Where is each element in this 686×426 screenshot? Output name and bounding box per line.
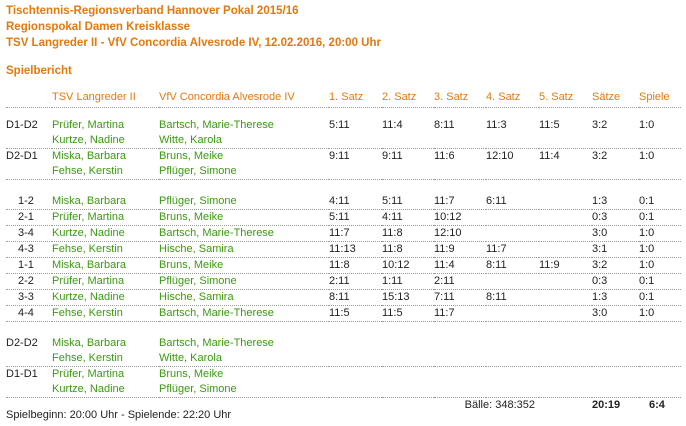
row-pos: 1-2 <box>18 195 34 207</box>
set1: 5:11 <box>329 119 350 131</box>
home-player[interactable]: Prüfer, Martina <box>52 367 159 383</box>
header-competition: Regionspokal Damen Kreisklasse <box>6 21 191 33</box>
row-pos: 2-1 <box>6 210 52 226</box>
baelle-total: Bälle: 348:352 <box>329 398 539 414</box>
away-player[interactable]: Hische, Samira <box>159 242 329 258</box>
set1: 11:5 <box>329 306 382 322</box>
home-player[interactable]: Kurtze, Nadine <box>52 226 159 242</box>
set5: 11:9 <box>539 258 592 274</box>
spiele: 1:0 <box>639 242 681 258</box>
set2: 9:11 <box>382 149 434 165</box>
spiele: 1:0 <box>639 149 681 165</box>
home-player[interactable]: Kurtze, Nadine <box>52 383 125 395</box>
col-team-home: TSV Langreder II <box>52 90 159 108</box>
set5 <box>539 306 592 322</box>
row-pos: 4-4 <box>6 306 52 322</box>
home-player[interactable]: Prüfer, Martina <box>52 210 159 226</box>
set4: 8:11 <box>486 290 539 306</box>
table-row <box>6 290 681 306</box>
home-player[interactable]: Fehse, Kerstin <box>52 352 123 364</box>
table-row <box>6 367 681 383</box>
row-pos: 1-1 <box>6 258 52 274</box>
set3: 11:6 <box>434 149 486 165</box>
row-pos: D2-D2 <box>6 337 38 349</box>
saetze: 3:2 <box>592 149 639 165</box>
header-match: TSV Langreder II - VfV Concordia Alvesrode IV, 12.02.2016, 20:00 Uhr <box>6 37 381 49</box>
set4: 12:10 <box>486 149 539 165</box>
away-player[interactable]: Witte, Karola <box>159 134 222 146</box>
set5 <box>539 194 592 210</box>
set3: 11:9 <box>434 242 486 258</box>
away-player[interactable]: Bruns, Meike <box>159 367 329 383</box>
set1: 8:11 <box>329 290 382 306</box>
away-player[interactable]: Hische, Samira <box>159 290 329 306</box>
set3: 11:7 <box>434 195 455 207</box>
table-row <box>6 336 681 351</box>
home-player[interactable]: Prüfer, Martina <box>52 119 125 131</box>
away-player[interactable]: Bruns, Meike <box>159 149 329 165</box>
set2: 15:13 <box>382 290 434 306</box>
set5 <box>539 210 592 226</box>
away-player[interactable]: Bartsch, Marie-Therese <box>159 306 329 322</box>
set4: 8:11 <box>486 258 539 274</box>
set2: 5:11 <box>382 195 403 207</box>
col-set3: 3. Satz <box>434 90 486 108</box>
col-set2: 2. Satz <box>382 90 434 108</box>
section-title: Spielbericht <box>6 65 72 77</box>
saetze: 3:1 <box>592 242 639 258</box>
home-player[interactable]: Prüfer, Martina <box>52 274 159 290</box>
spiele: 1:0 <box>639 306 681 322</box>
set3: 2:11 <box>434 274 486 290</box>
set4 <box>486 274 539 290</box>
spiele: 1:0 <box>639 119 655 131</box>
col-set1: 1. Satz <box>329 90 382 108</box>
set1: 11:7 <box>329 226 382 242</box>
set1: 11:8 <box>329 258 382 274</box>
home-player[interactable]: Miska, Barbara <box>52 149 159 165</box>
col-set5: 5. Satz <box>539 90 592 108</box>
saetze: 3:2 <box>592 258 639 274</box>
set4: 11:7 <box>486 242 539 258</box>
set3: 10:12 <box>434 210 486 226</box>
row-pos: 2-2 <box>6 274 52 290</box>
col-pos <box>6 90 52 108</box>
row-pos: 3-4 <box>6 226 52 242</box>
set1: 4:11 <box>329 195 350 207</box>
spiele: 1:0 <box>639 258 681 274</box>
table-header <box>6 90 681 108</box>
row-pos: 3-3 <box>6 290 52 306</box>
home-player[interactable]: Fehse, Kerstin <box>52 306 159 322</box>
away-player[interactable]: Bruns, Meike <box>159 210 329 226</box>
spiele: 0:1 <box>639 195 655 207</box>
saetze: 1:3 <box>592 195 608 207</box>
away-player[interactable]: Pflüger, Simone <box>159 383 237 395</box>
saetze-total: 20:19 <box>592 398 639 414</box>
set2: 11:4 <box>382 119 403 131</box>
saetze: 0:3 <box>592 274 639 290</box>
set2: 1:11 <box>382 274 434 290</box>
set5 <box>539 274 592 290</box>
set3: 11:7 <box>434 306 486 322</box>
set1: 2:11 <box>329 274 382 290</box>
away-player[interactable]: Pflüger, Simone <box>159 274 329 290</box>
row-pos: D1-D2 <box>6 119 38 131</box>
table-row-continuation <box>6 382 681 398</box>
match-times: Spielbeginn: 20:00 Uhr - Spielende: 22:20 Uhr <box>6 409 232 421</box>
saetze: 3:0 <box>592 306 639 322</box>
home-player[interactable]: Miska, Barbara <box>52 258 159 274</box>
set3: 7:11 <box>434 290 486 306</box>
table-row-continuation <box>6 164 681 180</box>
set4: 11:3 <box>486 119 507 131</box>
table-row <box>6 274 681 290</box>
saetze: 1:3 <box>592 290 639 306</box>
saetze: 3:2 <box>592 119 608 131</box>
set1: 5:11 <box>329 210 382 226</box>
set5 <box>539 242 592 258</box>
table-row <box>6 118 681 133</box>
table-row-continuation <box>6 133 681 149</box>
set1: 11:13 <box>329 242 382 258</box>
away-player[interactable]: Witte, Karola <box>159 352 222 364</box>
table-row <box>6 226 681 242</box>
row-pos: 4-3 <box>6 242 52 258</box>
saetze: 0:3 <box>592 210 639 226</box>
spiele: 0:1 <box>639 274 681 290</box>
set3: 11:4 <box>434 258 486 274</box>
set2: 11:5 <box>382 306 434 322</box>
col-set4: 4. Satz <box>486 90 539 108</box>
home-player[interactable]: Miska, Barbara <box>52 337 126 349</box>
set5: 11:5 <box>539 119 560 131</box>
table-row <box>6 258 681 274</box>
spiele: 1:0 <box>639 226 681 242</box>
row-pos: D1-D1 <box>6 367 52 383</box>
spiele: 0:1 <box>639 290 681 306</box>
set2: 4:11 <box>382 210 434 226</box>
table-row <box>6 306 681 322</box>
set5 <box>539 226 592 242</box>
away-player[interactable]: Bartsch, Marie-Therese <box>159 337 274 349</box>
set5 <box>539 290 592 306</box>
set2: 11:8 <box>382 242 434 258</box>
table-row <box>6 194 681 210</box>
home-player[interactable]: Miska, Barbara <box>52 195 126 207</box>
home-player[interactable]: Kurtze, Nadine <box>52 134 125 146</box>
header-title: Tischtennis-Regionsverband Hannover Pokal 2015/16 <box>6 5 299 17</box>
col-spiele: Spiele <box>639 90 681 108</box>
home-player[interactable]: Kurtze, Nadine <box>52 290 159 306</box>
row-pos: D2-D1 <box>6 149 52 165</box>
spiele-total: 6:4 <box>639 398 681 414</box>
set3: 8:11 <box>434 119 455 131</box>
set2: 10:12 <box>382 258 434 274</box>
set4 <box>486 226 539 242</box>
away-player[interactable]: Bartsch, Marie-Therese <box>159 119 274 131</box>
table-row-continuation <box>6 351 681 367</box>
col-saetze: Sätze <box>592 90 639 108</box>
col-team-away: VfV Concordia Alvesrode IV <box>159 90 329 108</box>
table-row <box>6 149 681 165</box>
spiele: 0:1 <box>639 210 681 226</box>
set5: 11:4 <box>539 149 592 165</box>
set4: 6:11 <box>486 195 507 207</box>
set1: 9:11 <box>329 149 382 165</box>
set4 <box>486 306 539 322</box>
home-player[interactable]: Fehse, Kerstin <box>52 165 123 177</box>
set4 <box>486 210 539 226</box>
set3: 12:10 <box>434 226 486 242</box>
table-row <box>6 242 681 258</box>
away-player[interactable]: Pflüger, Simone <box>159 165 237 177</box>
set2: 11:8 <box>382 226 434 242</box>
away-player[interactable]: Pflüger, Simone <box>159 195 237 207</box>
table-row <box>6 210 681 226</box>
home-player[interactable]: Fehse, Kerstin <box>52 242 159 258</box>
match-report-table <box>6 90 681 413</box>
away-player[interactable]: Bruns, Meike <box>159 258 329 274</box>
saetze: 3:0 <box>592 226 639 242</box>
away-player[interactable]: Bartsch, Marie-Therese <box>159 226 329 242</box>
